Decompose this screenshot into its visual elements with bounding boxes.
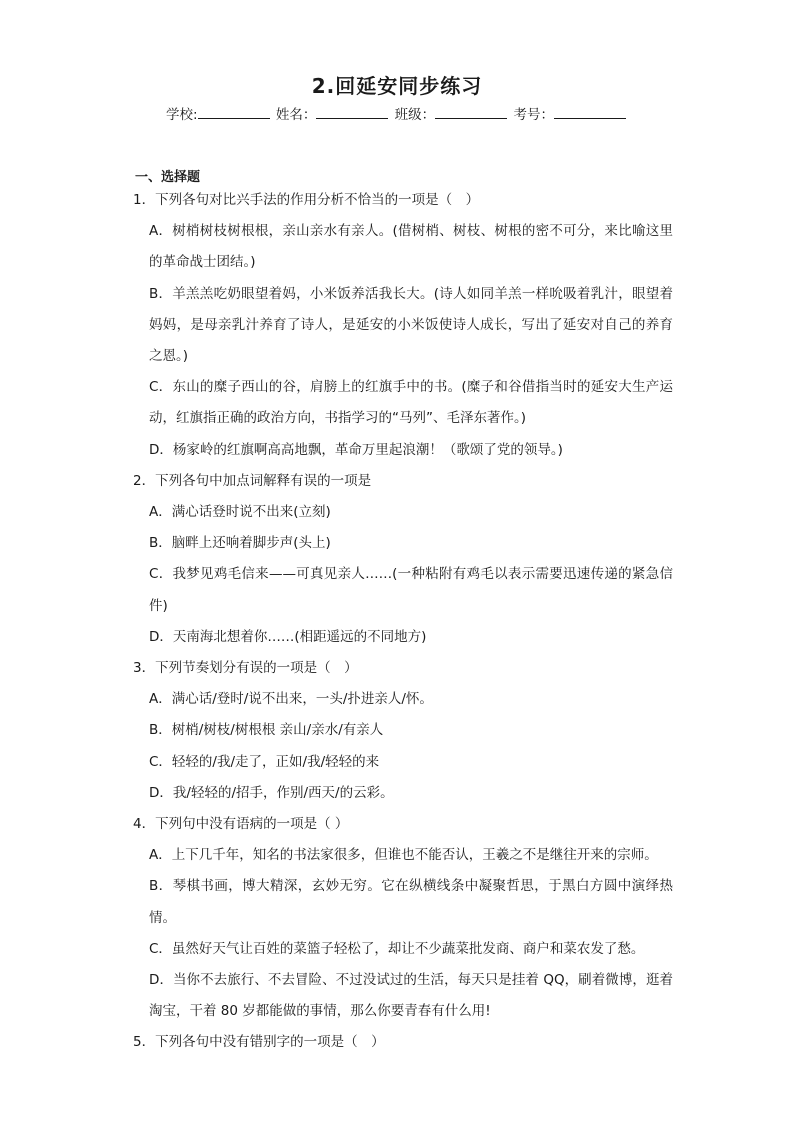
option-b: B．树梢/树枝/树根根 亲山/亲水/有亲人: [149, 722, 384, 739]
question-5: [133, 1027, 673, 1058]
question-stem: 2．下列各句中加点词解释有误的一项是: [133, 472, 372, 489]
number-blank: [554, 106, 626, 119]
option-a: A．树梢树枝树根根，亲山亲水有亲人。(借树梢、树枝、树根的密不可分，来比喻这里的革命战士团结。): [149, 223, 673, 271]
option-b: B．琴棋书画，博大精深，玄妙无穷。它在纵横线条中凝聚哲思，于黑白方圆中演绎热情。: [149, 878, 673, 926]
option-b: B．脑畔上还响着脚步声(头上): [149, 535, 331, 552]
option-c: C．东山的糜子西山的谷，肩膀上的红旗手中的书。(糜子和谷借指当时的延安大生产运动，红旗指正确的政治方向，书指学习的“马列”、毛泽东著作。): [149, 379, 673, 427]
question-stem: 5．下列各句中没有错别字的一项是（ ）: [133, 1034, 385, 1051]
option-a: A．满心话/登时/说不出来，一头/扑进亲人/怀。: [149, 691, 433, 708]
option-c: C．轻轻的/我/走了，正如/我/轻轻的来: [149, 753, 380, 770]
section-heading: 一、选择题: [135, 170, 201, 185]
class-label: 班级：: [394, 107, 436, 123]
question-stem: 4．下列句中没有语病的一项是（ ）: [133, 816, 349, 833]
option-a: A．上下几千年，知名的书法家很多，但谁也不能否认，王羲之不是继往开来的宗师。: [149, 847, 658, 864]
name-blank: [316, 106, 388, 119]
question-stem: 3．下列节奏划分有误的一项是（ ）: [133, 660, 358, 677]
question-1: [133, 185, 673, 466]
question-3: [133, 653, 673, 809]
option-d: D．我/轻轻的/招手，作别/西天/的云彩。: [149, 784, 394, 801]
question-stem: 1．下列各句对比兴手法的作用分析不恰当的一项是（ ）: [133, 192, 480, 208]
class-blank: [435, 106, 507, 119]
question-2: [133, 466, 673, 653]
option-b: B．羊羔羔吃奶眼望着妈，小米饭养活我长大。(诗人如同羊羔一样吮吸着乳汁，眼望着妈妈，是母亲乳汁养育了诗人，是延安的小米饭使诗人成长，写出了延安对自己的养育之恩。): [149, 285, 673, 365]
student-info-line: [0, 103, 794, 123]
option-c: C．虽然好天气让百姓的菜篮子轻松了，却让不少蔬菜批发商、商户和菜农发了愁。: [149, 940, 645, 957]
worksheet-title: 2.回延安同步练习: [311, 74, 483, 98]
option-d: D．天南海北想着你……(相距遥远的不同地方): [149, 628, 427, 645]
number-label: 考号：: [513, 107, 554, 123]
option-c: C．我梦见鸡毛信来——可真见亲人……(一种粘附有鸡毛以表示需要迅速传递的紧急信件): [149, 566, 673, 614]
option-d: D．当你不去旅行、不去冒险、不过没试过的生活，每天只是挂着 QQ，刷着微博，逛着淘宝，干着 80 岁都能做的事情，那么你要青春有什么用!: [149, 972, 673, 1020]
school-label: 学校:: [166, 107, 198, 123]
option-a: A．满心话登时说不出来(立刻): [149, 504, 331, 521]
school-blank: [198, 106, 270, 119]
question-4: [133, 809, 673, 1027]
name-label: 姓名：: [275, 107, 317, 123]
option-d: D．杨家岭的红旗啊高高地飘，革命万里起浪潮！（歌颂了党的领导。): [149, 441, 563, 458]
question-list: [133, 185, 673, 1059]
